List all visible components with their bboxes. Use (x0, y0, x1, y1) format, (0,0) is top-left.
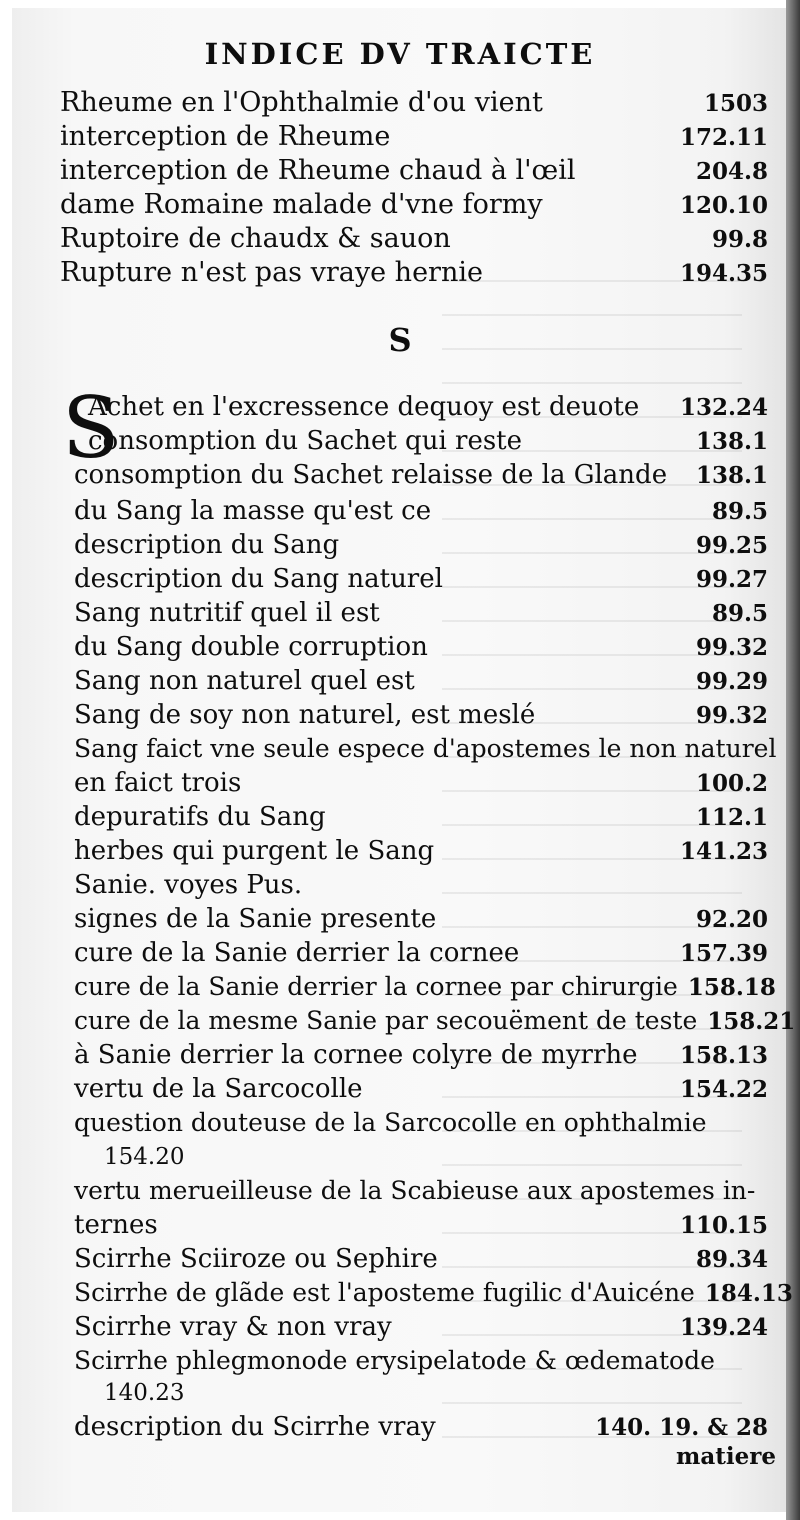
entry-text: interception de Rheume chaud à l'œil (60, 155, 576, 186)
index-entry (74, 1208, 768, 1242)
index-entry (74, 732, 777, 766)
index-entry (60, 86, 768, 120)
entry-ref: 89.5 (711, 600, 768, 627)
index-entry (74, 664, 768, 698)
entry-ref: 120.10 (679, 192, 768, 219)
entry-text: Sanie. voyes Pus. (74, 870, 303, 900)
index-entry (60, 188, 768, 222)
entry-text: question douteuse de la Sarcocolle en ophthalmie (74, 1108, 707, 1137)
index-entry (60, 222, 768, 256)
entry-ref: 141.23 (679, 838, 768, 865)
entry-text: consomption du Sachet relaisse de la Glande (74, 460, 668, 490)
wrapped-ref: 140.23 (104, 1380, 185, 1406)
entry-text: Sang de soy non naturel, est meslé (74, 700, 536, 730)
index-entry (74, 1072, 768, 1106)
entry-text: depuratifs du Sang (74, 802, 326, 832)
index-entry (74, 868, 768, 902)
entry-text: du Sang la masse qu'est ce (74, 496, 432, 526)
running-header: INDICE DV TRAICTE (204, 37, 596, 71)
index-entry (74, 596, 768, 630)
entry-ref: 112.1 (695, 804, 768, 831)
index-entry (74, 562, 768, 596)
index-entry (74, 494, 768, 528)
entry-ref: 89.34 (695, 1246, 768, 1273)
entry-ref: 132.24 (679, 394, 768, 421)
drop-cap: S (62, 379, 120, 477)
entry-ref: 99.27 (695, 566, 768, 593)
entry-text: dame Romaine malade d'vne formy (60, 189, 543, 220)
entry-text: description du Sang (74, 530, 340, 560)
index-entry (74, 834, 768, 868)
wrapped-ref: 154.20 (104, 1144, 185, 1170)
entry-ref: 158.18 (687, 974, 776, 1001)
entry-ref: 157.39 (679, 940, 768, 967)
index-entry (74, 698, 768, 732)
entry-text: Ruptoire de chaudx & sauon (60, 223, 451, 254)
index-entry (74, 1344, 768, 1378)
entry-text: ternes (74, 1210, 158, 1240)
entry-text: cure de la Sanie derrier la cornee (74, 938, 520, 968)
entry-ref: 138.1 (695, 428, 768, 455)
index-entry (74, 1276, 793, 1310)
entry-ref: 99.25 (695, 532, 768, 559)
entry-ref: 138.1 (695, 462, 768, 489)
index-entry (74, 1242, 768, 1276)
entry-text: Scirrhe de glãde est l'aposteme fugilic d'Auicéne (74, 1278, 695, 1307)
entry-ref: 99.32 (695, 634, 768, 661)
entry-text: description du Sang naturel (74, 564, 443, 594)
entry-text: vertu de la Sarcocolle (74, 1074, 363, 1104)
entry-ref: 92.20 (695, 906, 768, 933)
index-entry (60, 120, 768, 154)
index-entry (74, 1174, 768, 1208)
entry-ref: 99.8 (711, 226, 768, 253)
entry-text: cure de la Sanie derrier la cornee par chirurgie (74, 972, 678, 1001)
entry-ref: 139.24 (679, 1314, 768, 1341)
entry-ref: 1503 (703, 90, 768, 117)
entry-text: description du Scirrhe vray (74, 1412, 436, 1442)
entry-text: Rupture n'est pas vraye hernie (60, 257, 483, 288)
index-entry (60, 256, 768, 290)
entry-text: Sang faict vne seule espece d'apostemes le non naturel (74, 734, 777, 763)
entry-ref: 140. 19. & 28 (595, 1414, 768, 1441)
entry-text: consomption du Sachet qui reste (88, 426, 523, 456)
entry-text: à Sanie derrier la cornee colyre de myrrhe (74, 1040, 638, 1070)
entry-text: Sang nutritif quel il est (74, 598, 380, 628)
entry-ref: 154.22 (679, 1076, 768, 1103)
index-entry (60, 154, 768, 188)
index-entry (74, 970, 776, 1004)
section-letter: S (388, 321, 412, 359)
entry-text: Scirrhe vray & non vray (74, 1312, 392, 1342)
entry-ref: 100.2 (695, 770, 768, 797)
index-entry (74, 902, 768, 936)
index-entry (74, 630, 768, 664)
entry-text: du Sang double corruption (74, 632, 428, 662)
index-entry (74, 1038, 768, 1072)
entry-text: Achet en l'excressence dequoy est deuote (88, 392, 640, 422)
entry-text: cure de la mesme Sanie par secouëment de teste (74, 1006, 698, 1035)
index-entry (74, 936, 768, 970)
entry-text: herbes qui purgent le Sang (74, 836, 435, 866)
entry-ref: 184.13 (704, 1280, 793, 1307)
entry-ref: 110.15 (679, 1212, 768, 1239)
entry-ref: 99.32 (695, 702, 768, 729)
entry-text: en faict trois (74, 768, 242, 798)
entry-text: vertu merueilleuse de la Scabieuse aux apostemes in- (74, 1176, 756, 1205)
index-entry (74, 766, 768, 800)
entry-text: signes de la Sanie presente (74, 904, 437, 934)
entry-ref: 204.8 (695, 158, 768, 185)
index-entry (74, 800, 768, 834)
index-entry (74, 1106, 768, 1140)
entry-text: Sang non naturel quel est (74, 666, 415, 696)
catchword: matiere (676, 1443, 776, 1470)
entry-ref: 99.29 (695, 668, 768, 695)
index-entry (74, 1410, 768, 1444)
entry-ref: 89.5 (711, 498, 768, 525)
index-entry (74, 1004, 796, 1038)
index-entry (74, 1310, 768, 1344)
index-entry (74, 528, 768, 562)
entry-ref: 172.11 (679, 124, 768, 151)
entry-ref: 158.13 (679, 1042, 768, 1069)
entry-text: interception de Rheume (60, 121, 391, 152)
index-entry (74, 390, 768, 424)
index-entry (74, 458, 768, 492)
entry-ref: 194.35 (679, 260, 768, 287)
entry-text: Scirrhe phlegmonode erysipelatode & œdematode (74, 1346, 715, 1375)
entry-text: Rheume en l'Ophthalmie d'ou vient (60, 87, 543, 118)
index-entry (74, 424, 768, 458)
entry-ref: 158.21 (707, 1008, 796, 1035)
entry-text: Scirrhe Sciiroze ou Sephire (74, 1244, 438, 1274)
